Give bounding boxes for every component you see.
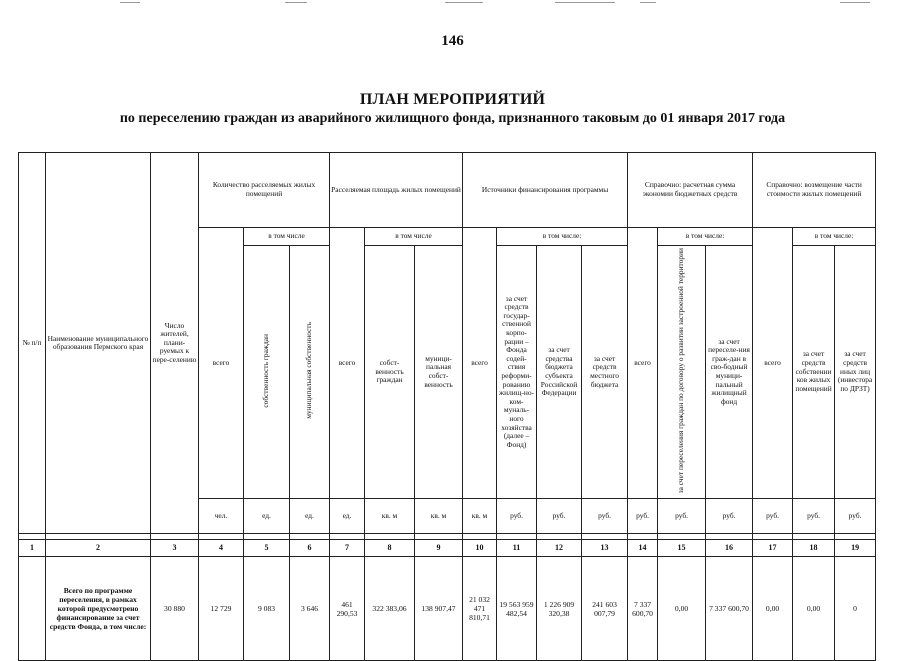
row-n-cell xyxy=(19,557,46,661)
header-fin-fund: за счет средств государ-ственной корпо-рации – Фонда содей-ствия реформи-рованию жилищ-но-ком-муналь-ного хозяйства (далее – Фонд) xyxy=(497,246,537,499)
header-group-economy: Справочно: расчетная сумма экономии бюджетных средств xyxy=(628,153,753,228)
row-area-private: 322 383,06 xyxy=(365,557,415,661)
col-number: 13 xyxy=(582,540,628,557)
unit-cell: руб. xyxy=(658,498,706,533)
unit-cell: чел. xyxy=(199,498,244,533)
header-premises-private-label: собственность граждан xyxy=(261,333,271,408)
header-premises-private xyxy=(244,246,290,499)
header-premises-incl: в том числе xyxy=(244,228,330,246)
col-number: 8 xyxy=(365,540,415,557)
unit-cell: кв. м xyxy=(415,498,463,533)
header-group-area: Расселяемая площадь жилых помещений xyxy=(330,153,463,228)
header-econ-dev xyxy=(658,246,706,499)
row-comp-others: 0 xyxy=(835,557,876,661)
row-econ-total: 7 337 600,70 xyxy=(628,557,658,661)
unit-cell: руб. xyxy=(628,498,658,533)
header-comp-incl: в том числе: xyxy=(793,228,876,246)
col-number: 4 xyxy=(199,540,244,557)
header-group-compensation: Справочно: возмещение части стоимости жилых помещений xyxy=(753,153,876,228)
row-area-municipal: 138 907,47 xyxy=(415,557,463,661)
col-number: 18 xyxy=(793,540,835,557)
col-number: 16 xyxy=(706,540,753,557)
row-comp-owners: 0,00 xyxy=(793,557,835,661)
unit-cell: ед. xyxy=(290,498,330,533)
col-number: 7 xyxy=(330,540,365,557)
header-group-sources: Источники финансирования программы xyxy=(463,153,628,228)
header-area-incl: в том числе xyxy=(365,228,463,246)
header-fin-total: всего xyxy=(463,228,497,499)
unit-cell: кв. м xyxy=(365,498,415,533)
row-econ-free: 7 337 600,70 xyxy=(706,557,753,661)
header-premises-municipal xyxy=(290,246,330,499)
col-number: 11 xyxy=(497,540,537,557)
header-econ-incl: в том числе: xyxy=(658,228,753,246)
row-premises-municipal: 3 646 xyxy=(290,557,330,661)
header-fin-incl: в том числе: xyxy=(497,228,628,246)
header-area-private: собст-венность граждан xyxy=(365,246,415,499)
unit-cell: руб. xyxy=(706,498,753,533)
document-title: ПЛАН МЕРОПРИЯТИЙ xyxy=(359,91,546,108)
unit-cell: руб. xyxy=(835,498,876,533)
header-area-municipal: муници-пальная собст-венность xyxy=(415,246,463,499)
resettlement-plan-table xyxy=(18,152,876,661)
header-fin-local: за счет средств местного бюджета xyxy=(582,246,628,499)
unit-cell: ед. xyxy=(330,498,365,533)
unit-cell: ед. xyxy=(244,498,290,533)
unit-cell: руб. xyxy=(793,498,835,533)
header-n: № п/п xyxy=(19,153,46,534)
unit-cell: руб. xyxy=(497,498,537,533)
header-premises-total: всего xyxy=(199,228,244,499)
unit-cell: руб. xyxy=(537,498,582,533)
top-edge-marks xyxy=(0,0,905,6)
row-econ-dev: 0,00 xyxy=(658,557,706,661)
unit-cell: кв. м xyxy=(463,498,497,533)
header-area-total: всего xyxy=(330,228,365,499)
col-number: 5 xyxy=(244,540,290,557)
header-comp-others: за счет средств иных лиц (инвестора по ДРЗТ) xyxy=(835,246,876,499)
table-row xyxy=(19,557,876,661)
header-comp-total: всего xyxy=(753,228,793,499)
col-number: 14 xyxy=(628,540,658,557)
row-premises-private: 9 083 xyxy=(244,557,290,661)
unit-cell: руб. xyxy=(753,498,793,533)
row-premises-total: 12 729 xyxy=(199,557,244,661)
row-fin-fund: 19 563 959 482,54 xyxy=(497,557,537,661)
row-fin-local: 241 603 007,79 xyxy=(582,557,628,661)
row-residents: 30 880 xyxy=(151,557,199,661)
col-number: 2 xyxy=(46,540,151,557)
col-number: 10 xyxy=(463,540,497,557)
header-fin-federal: за счет средства бюджета субъекта Российской Федерации xyxy=(537,246,582,499)
header-comp-owners: за счет средств собственни ков жилых помещений xyxy=(793,246,835,499)
row-comp-total: 0,00 xyxy=(753,557,793,661)
header-premises-municipal-label: муниципальная собственность xyxy=(304,322,314,419)
col-number: 6 xyxy=(290,540,330,557)
col-number: 15 xyxy=(658,540,706,557)
header-econ-total: всего xyxy=(628,228,658,499)
col-number: 3 xyxy=(151,540,199,557)
row-label: Всего по программе переселения, в рамках которой предусмотрено финансирование за счет средств Фонда, в том числе: xyxy=(46,557,151,661)
col-number: 12 xyxy=(537,540,582,557)
header-group-premises: Количество расселяемых жилых помещений xyxy=(199,153,330,228)
row-fin-total: 21 032 471 810,71 xyxy=(463,557,497,661)
row-fin-federal: 1 226 909 320,38 xyxy=(537,557,582,661)
col-number: 19 xyxy=(835,540,876,557)
col-number: 1 xyxy=(19,540,46,557)
header-municipality: Наименование муниципального образования Пермского края xyxy=(46,153,151,534)
col-number: 9 xyxy=(415,540,463,557)
unit-cell: руб. xyxy=(582,498,628,533)
col-number: 17 xyxy=(753,540,793,557)
header-residents: Число жителей, плани-руемых к пере-селению xyxy=(151,153,199,534)
page-number: 146 xyxy=(441,33,464,49)
row-area-total: 461 290,53 xyxy=(330,557,365,661)
header-econ-dev-label: за счет переселения граждан по договору о развитии застроенной территории xyxy=(676,248,686,494)
header-econ-free: за счет переселе-ния граж-дан в сво-бодный муници-пальный жилищный фонд xyxy=(706,246,753,499)
document-subtitle: по переселению граждан из аварийного жилищного фонда, признанного таковым до 01 января 2017 года xyxy=(119,111,786,126)
